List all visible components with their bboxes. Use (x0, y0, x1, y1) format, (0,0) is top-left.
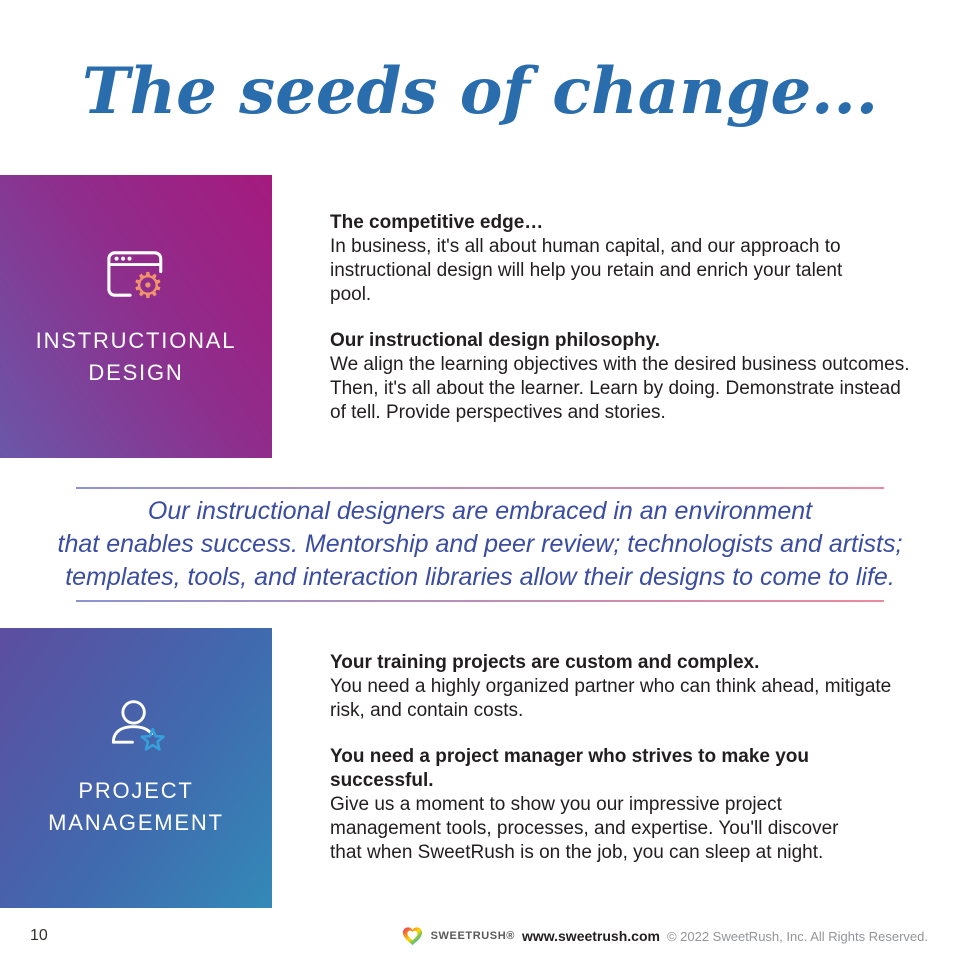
tile-project-management (0, 628, 272, 908)
paragraph-body: We align the learning objectives with the desired business outcomes. Then, it's all about the learner. Learn by doing. Demonstrate instead of tell. Provide perspectives and stories. (330, 354, 910, 423)
paragraph-heading: The competitive edge… (330, 212, 544, 233)
instructional-design-copy (330, 211, 915, 425)
pull-quote-line: templates, tools, and interaction libraries allow their designs to come to life. (65, 563, 895, 591)
divider-bottom (76, 600, 884, 602)
tile-instructional-design (0, 175, 272, 458)
pull-quote-line: that enables success. Mentorship and peer review; technologists and artists; (57, 530, 903, 558)
paragraph-custom-complex (330, 651, 895, 723)
pull-quote-band (0, 487, 960, 602)
person-star-icon (105, 698, 167, 753)
paragraph-body: In business, it's all about human capital, and our approach to instructional design will help you retain and enrich your talent pool. (330, 236, 843, 305)
website-url: www.sweetrush.com (521, 928, 660, 944)
brand-wordmark: SWEETRUSH® (430, 930, 515, 942)
footer (401, 925, 928, 947)
paragraph-heading: Our instructional design philosophy. (330, 330, 661, 351)
svg-text:⚙: ⚙ (131, 265, 164, 303)
paragraph-body: You need a highly organized partner who can think ahead, mitigate risk, and contain costs. (330, 676, 892, 721)
page-number: 10 (30, 927, 48, 944)
divider-top (76, 487, 884, 489)
paragraph-heading: You need a project manager who strives to make you successful. (330, 746, 810, 791)
sweetrush-heart-logo (401, 925, 424, 947)
paragraph-body: Give us a moment to show you our impressive project management tools, processes, and expertise. You'll discover that when SweetRush is on the job, you can sleep at night. (330, 794, 839, 863)
pull-quote (0, 495, 960, 594)
paragraph-design-philosophy (330, 329, 915, 425)
paragraph-competitive-edge (330, 211, 882, 307)
tile-label-project-management: PROJECT MANAGEMENT (48, 777, 224, 835)
project-management-copy (330, 651, 895, 865)
tile-label-instructional-design: INSTRUCTIONAL DESIGN (35, 327, 237, 385)
pull-quote-line: Our instructional designers are embraced in an environment (147, 497, 813, 525)
paragraph-project-manager (330, 745, 865, 865)
browser-gear-icon (103, 245, 169, 303)
copyright-text: © 2022 SweetRush, Inc. All Rights Reserved. (666, 928, 928, 944)
paragraph-heading: Your training projects are custom and complex. (330, 652, 760, 673)
page-title: The seeds of change... (82, 54, 878, 129)
